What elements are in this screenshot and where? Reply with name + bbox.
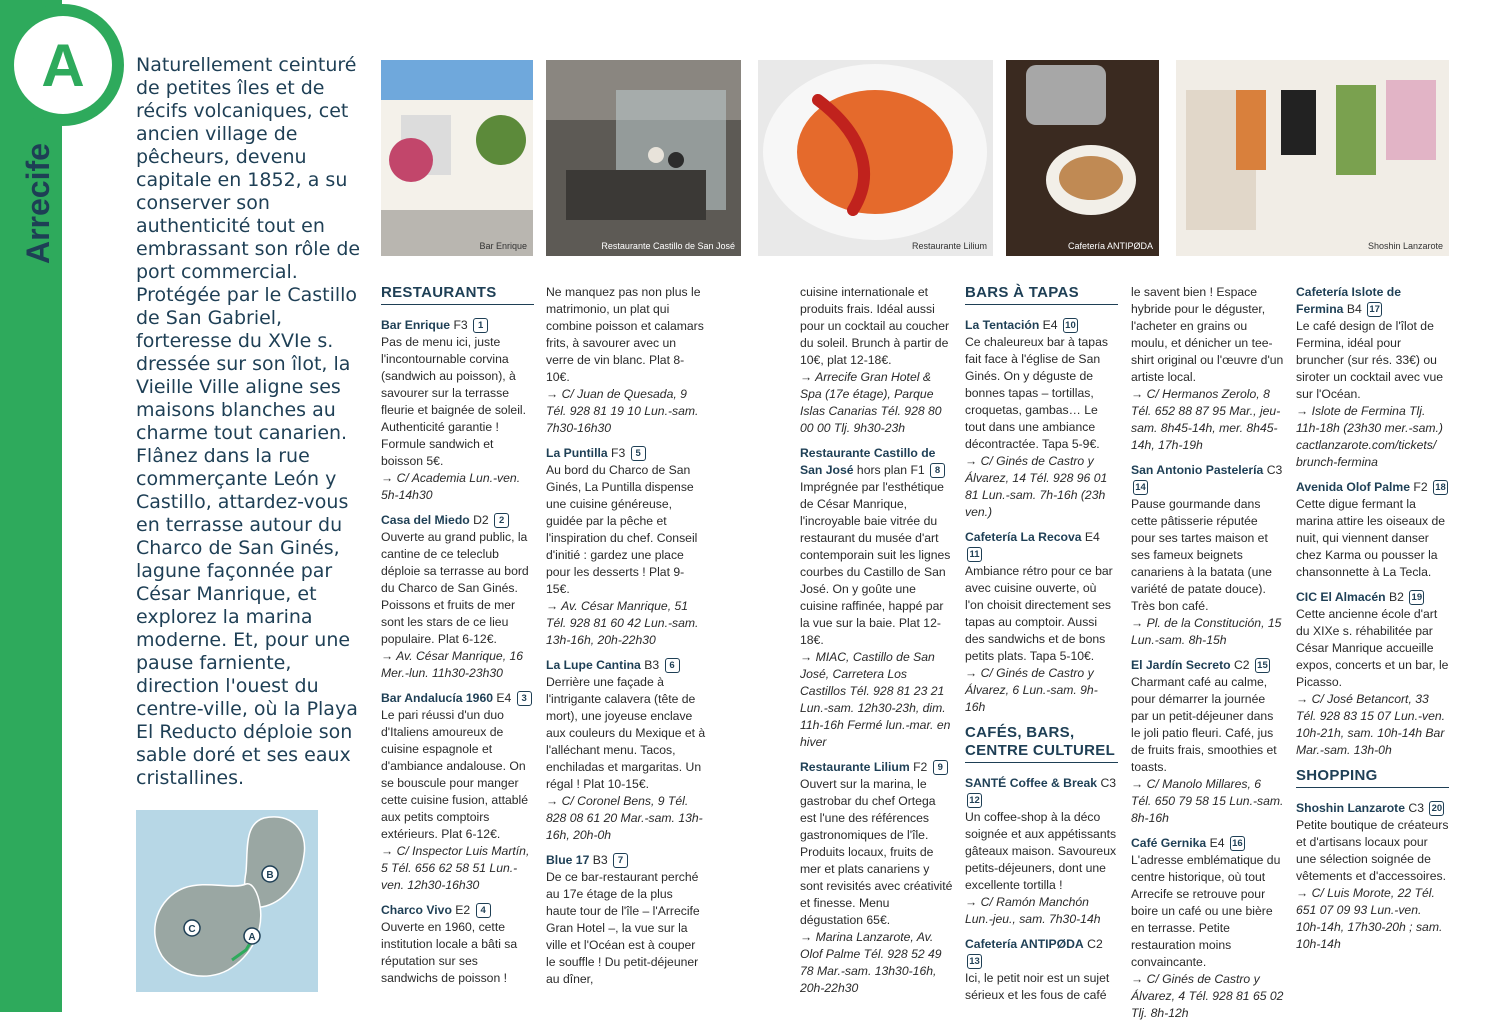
listing-grid-ref: hors plan F1 (856, 463, 925, 477)
chapter-badge (2, 4, 124, 126)
listing-description: Ouverte en 1960, cette institution locale a bâti sa réputation sur ses sandwichs de poisson ! (381, 920, 518, 985)
listing-entry (1296, 589, 1449, 759)
listing-entry (965, 317, 1118, 521)
listing-entry (965, 936, 1118, 1004)
listing-grid-ref: C3 (1100, 776, 1117, 790)
spacer (965, 716, 1118, 724)
listing-header (381, 512, 534, 529)
listing-name: La Tentación (965, 318, 1040, 332)
spacer (546, 649, 706, 657)
spacer (1296, 471, 1449, 479)
listing-name: Cafetería ANTIPØDA (965, 937, 1084, 951)
listing-entry (381, 512, 534, 682)
spacer (1296, 581, 1449, 589)
listing-entry (381, 317, 534, 504)
listing-number: 2 (494, 513, 509, 528)
listing-header (381, 317, 534, 334)
listing-grid-ref: B4 (1346, 302, 1362, 316)
listing-entry (546, 852, 706, 988)
spacer (800, 437, 955, 445)
listing-header (1296, 479, 1449, 496)
listing-number: 17 (1367, 302, 1382, 317)
listing-description: Imprégnée par l'esthétique de César Manrique, l'incroyable baie vitrée du restaurant du musée d'art contemporain suit les lignes courbes du Castillo de San José. On y goûte une cuisine raffinée, happé par la vue sur la baie. Plat 12-18€. (800, 480, 951, 647)
listing-name: CIC El Almacén (1296, 590, 1386, 604)
listing-description: Ici, le petit noir est un sujet sérieux et les fous de café (965, 971, 1110, 1002)
text-column (381, 284, 534, 995)
listing-entry (546, 445, 706, 649)
listing-grid-ref: E4 (1209, 836, 1225, 850)
listing-entry (1131, 284, 1284, 454)
listing-entry (800, 759, 955, 997)
map-label-a: A (248, 932, 256, 943)
listing-name: San Antonio Pastelería (1131, 463, 1264, 477)
photo-caption: Restaurante Castillo de San José (601, 241, 735, 251)
listing-description: Derrière une façade à l'intrigante calavera (tête de mort), une joyeuse enclave aux couleurs du Mexique et à l'alléchant menu. Tacos, enchiladas et margaritas. Un régal ! Plat 10-15€. (546, 675, 706, 791)
text-column (965, 284, 1118, 1012)
listing-entry (1296, 284, 1449, 471)
spacer (381, 682, 534, 690)
listing-grid-ref: C3 (1266, 463, 1283, 477)
photo-caption: Bar Enrique (479, 241, 527, 251)
listing-description: Ne manquez pas non plus le matrimonio, un plat qui combine poisson et calamars frits, à savourer avec un verre de vin blanc. Plat 8-10€. (546, 285, 704, 384)
listing-description: Pas de menu ici, juste l'incontournable corvina (sandwich au poisson), à savourer sur la terrasse fleurie et baignée de soleil. Authenticité garantie ! Formule sandwich et boisson 5€. (381, 335, 526, 468)
spacer (800, 751, 955, 759)
listing-header (965, 317, 1118, 334)
listing-number: 14 (1133, 480, 1148, 495)
listing-entry (800, 445, 955, 751)
listing-description: L'adresse emblématique du centre historique, où tout Arrecife se retrouve pour boire un café ou une bière en terrasse. Petite restauration moins convaincante. (1131, 853, 1281, 969)
listing-number: 13 (967, 954, 982, 969)
chapter-letter: A (14, 16, 112, 114)
listing-grid-ref: E2 (455, 903, 471, 917)
listing-header (800, 759, 955, 776)
listing-name: La Puntilla (546, 446, 608, 460)
listing-grid-ref: B2 (1389, 590, 1404, 604)
photo-caption: Restaurante Lilium (911, 241, 987, 251)
listing-header (1131, 835, 1284, 852)
listing-grid-ref: B3 (644, 658, 660, 672)
listing-practical-info: → C/ Luis Morote, 22 Tél. 651 07 09 93 Lun.-ven. 10h-14h, 17h30-20h ; sam. 10h-14h (1296, 886, 1443, 951)
listing-description: Cette ancienne école d'art du XIXe s. réhabilitée par César Manrique accueille expos, concerts et un bar, le Picasso. (1296, 607, 1449, 689)
listing-practical-info: → Arrecife Gran Hotel & Spa (17e étage), Parque Islas Canarias Tél. 928 80 00 00 Tlj. 9h30-23h (800, 370, 942, 435)
photo-restaurante-lilium (758, 60, 993, 256)
spacer (965, 521, 1118, 529)
photo-cafeteria-antipoda (1006, 60, 1159, 256)
listing-practical-info: → Av. César Manrique, 16 Mer.-lun. 11h30-23h30 (381, 649, 524, 680)
listing-description: Le pari réussi d'un duo d'Italiens amoureux de cuisine espagnole et d'ambiance andalouse. On se bouscule pour manger cette cuisine fusion, attablé aux petits comptoirs extérieurs. Plat 6-12€. (381, 708, 529, 841)
locator-map (136, 810, 318, 992)
listing-name: Cafetería La Recova (965, 530, 1082, 544)
photo-shoshin-lanzarote (1176, 60, 1449, 256)
listing-practical-info: → MIAC, Castillo de San José, Carretera Los Castillos Tél. 928 81 23 21 Lun.-sam. 12h30-23h, dim. 11h-16h Fermé lun.-mar. en hiver (800, 650, 951, 749)
listing-description: Un coffee-shop à la déco soignée et aux appétissants gâteaux maison. Savoureux petits-déjeuners, dont une excellente tortilla ! (965, 810, 1117, 892)
spacer (546, 844, 706, 852)
listing-header (1296, 800, 1449, 817)
listing-description: Cette digue fermant la marina attire les oiseaux de nuit, qui viennent danser chez Karma ou pousser la chansonnette à La Tecla. (1296, 497, 1446, 579)
text-column (546, 284, 706, 996)
listing-practical-info: → C/ Hermanos Zerolo, 8 Tél. 652 88 87 95 Mar., jeu-sam. 8h45-14h, mer. 8h45-14h, 17h-19h (1131, 387, 1281, 452)
listing-name: Casa del Miedo (381, 513, 470, 527)
listing-practical-info: → C/ Ginés de Castro y Álvarez, 6 Lun.-sam. 9h-16h (965, 666, 1098, 714)
listing-entry (1131, 835, 1284, 1022)
spacer (1131, 827, 1284, 835)
spacer (965, 928, 1118, 936)
listing-description: Pause gourmande dans cette pâtisserie réputée pour ses tartes maison et ses fameux beignets canariens à la batata (une variété de patate douce). Très bon café. (1131, 497, 1272, 613)
listing-grid-ref: F3 (453, 318, 468, 332)
listing-description: Ouvert sur la marina, le gastrobar du chef Ortega est l'une des références gastronomiques de l'île. Produits locaux, fruits de mer et plats canariens y sont revisités avec créativité et finesse. Menu dégustation 65€. (800, 777, 953, 927)
listing-practical-info: → Av. César Manrique, 51 Tél. 928 81 60 42 Lun.-sam. 13h-16h, 20h-22h30 (546, 599, 699, 647)
listing-name: Shoshin Lanzarote (1296, 801, 1406, 815)
listing-name: Bar Andalucía 1960 (381, 691, 493, 705)
listing-practical-info: → C/ José Betancort, 33 Tél. 928 83 15 07 Lun.-ven. 10h-21h, sam. 10h-14h Bar Mar.-sam. 13h-0h (1296, 692, 1446, 757)
listing-grid-ref: E4 (496, 691, 512, 705)
listing-grid-ref: F2 (913, 760, 928, 774)
spacer (1131, 649, 1284, 657)
listing-name: Charco Vivo (381, 903, 452, 917)
spacer (546, 988, 706, 996)
listing-header (546, 852, 706, 869)
listing-entry (1296, 800, 1449, 953)
listing-number: 20 (1429, 801, 1444, 816)
listing-number: 15 (1255, 658, 1270, 673)
listing-practical-info: → Islote de Fermina Tlj. 11h-18h (23h30 mer.-sam.) cactlanzarote.com/tickets/ brunch-fermina (1296, 404, 1443, 469)
listing-number: 3 (517, 691, 532, 706)
listing-entry (546, 657, 706, 844)
listing-header (381, 690, 534, 707)
listing-grid-ref: C2 (1087, 937, 1103, 951)
listing-number: 8 (930, 463, 945, 478)
intro-text: Naturellement ceinturé de petites îles et de récifs volcaniques, cet ancien village de pêcheurs, devenu capitale en 1852, a su conserver son authenticité tout en embrassant son rôle de port commercial. Protégée par le Castillo de San Gabriel, forteresse du XVIe s. dressée sur son îlot, la Vieille Ville aligne ses maisons blanches au charme tout canarien. Flânez dans la rue commerçante León y Castillo, attardez-vous en terrasse autour du Charco de San Ginés, lagune façonnée par César Manrique, et explorez la marina moderne. Et, pour une pause farniente, direction l'ouest du centre-ville, où la Playa El Reducto déploie son sable doré et ses eaux cristallines. (136, 54, 361, 789)
listing-practical-info: → C/ Ginés de Castro y Álvarez, 4 Tél. 928 81 65 02 Tlj. 8h-12h (1131, 972, 1284, 1020)
listing-name: Restaurante Castillo de San José (800, 446, 936, 477)
spacer (1131, 454, 1284, 462)
listing-description: Ce chaleureux bar à tapas fait face à l'église de San Ginés. On y déguste de bonnes tapas – tortillas, croquetas, gambas… Le tout dans une ambiance décontractée. Tapa 5-9€. (965, 335, 1108, 451)
listing-entry (800, 284, 955, 437)
spacer (800, 997, 955, 1005)
listing-practical-info: → Pl. de la Constitución, 15 Lun.-sam. 8h-15h (1131, 616, 1282, 647)
listing-header (381, 902, 534, 919)
map-label-c: C (188, 924, 196, 935)
listing-grid-ref: C3 (1408, 801, 1425, 815)
section-heading: SHOPPING (1296, 767, 1449, 788)
listing-number: 7 (613, 853, 628, 868)
listing-header (1131, 462, 1284, 496)
listing-practical-info: → C/ Inspector Luis Martín, 5 Tél. 656 62 58 51 Lun.-ven. 12h30-16h30 (381, 844, 530, 892)
section-heading: CAFÉS, BARS, CENTRE CULTUREL (965, 724, 1118, 763)
spacer (381, 987, 534, 995)
listing-header (546, 445, 706, 462)
listing-name: SANTÉ Coffee & Break (965, 776, 1098, 790)
listing-header (546, 657, 706, 674)
listing-number: 10 (1063, 318, 1078, 333)
listing-header (965, 775, 1118, 809)
listing-grid-ref: C2 (1233, 658, 1250, 672)
listing-number: 16 (1230, 836, 1245, 851)
listing-practical-info: → Marina Lanzarote, Av. Olof Palme Tél. 928 52 49 78 Mar.-sam. 13h30-16h, 20h-22h30 (800, 930, 942, 995)
listing-practical-info: → C/ Manolo Millares, 6 Tél. 650 79 58 15 Lun.-sam. 8h-16h (1131, 777, 1284, 825)
listing-description: Ouverte au grand public, la cantine de ce teleclub déploie sa terrasse au bord du Charco de San Ginés. Poissons et fruits de mer sont les stars de ce lieu populaire. Plat 6-12€. (381, 530, 529, 646)
listing-entry (1131, 657, 1284, 827)
listing-header (800, 445, 955, 479)
listing-header (1296, 589, 1449, 606)
listing-description: Au bord du Charco de San Ginés, La Puntilla dispense une cuisine généreuse, guidée par la pêche et l'inspiration du chef. Conseil d'initié : gardez une place pour les desserts ! Plat 9-15€. (546, 463, 698, 596)
listing-grid-ref: B3 (592, 853, 608, 867)
listing-practical-info: → C/ Coronel Bens, 9 Tél. 828 08 61 20 Mar.-sam. 13h-16h, 20h-0h (546, 794, 703, 842)
listing-number: 11 (967, 547, 982, 562)
listing-description: Charmant café au calme, pour démarrer la journée par un petit-déjeuner dans le joli patio fleuri. Café, jus de fruits frais, smoothies et toasts. (1131, 675, 1277, 774)
listing-description: cuisine internationale et produits frais. Idéal aussi pour un cocktail au coucher du soleil. Brunch à partir de 10€, plat 12-18€. (800, 285, 950, 367)
photo-bar-enrique (381, 60, 533, 256)
photo-caption: Shoshin Lanzarote (1367, 241, 1443, 251)
listing-number: 19 (1409, 590, 1424, 605)
listing-number: 6 (665, 658, 680, 673)
spacer (546, 437, 706, 445)
spacer (965, 1004, 1118, 1012)
spacer (1296, 953, 1449, 961)
listing-entry (1296, 479, 1449, 581)
photo-caption: Cafetería ANTIPØDA (1067, 241, 1153, 251)
listing-description: Petite boutique de créateurs et d'artisans locaux pour une sélection soignée de vêtements et d'accessoires. (1296, 818, 1449, 883)
listing-number: 4 (476, 903, 491, 918)
listing-header (1296, 284, 1449, 318)
listing-number: 5 (631, 446, 646, 461)
listing-grid-ref: F3 (611, 446, 626, 460)
spacer (381, 894, 534, 902)
listing-name: Avenida Olof Palme (1296, 480, 1411, 494)
photo-castillo-san-jose (546, 60, 741, 256)
listing-header (965, 936, 1118, 970)
map-label-b: B (266, 870, 274, 881)
island-map-graphic (136, 810, 318, 992)
listing-entry (965, 529, 1118, 716)
listing-practical-info: → C/ Ginés de Castro y Álvarez, 14 Tél. 928 96 01 81 Lun.-sam. 7h-16h (23h ven.) (965, 454, 1108, 519)
listing-description: Le café design de l'îlot de Fermina, idéal pour bruncher (sur rés. 33€) ou siroter un cocktail avec vue sur l'Océan. (1296, 319, 1443, 401)
listing-number: 1 (473, 318, 488, 333)
text-column (800, 284, 955, 1005)
listing-name: La Lupe Cantina (546, 658, 641, 672)
listing-name: Bar Enrique (381, 318, 451, 332)
listing-number: 9 (933, 760, 948, 775)
listing-number: 18 (1433, 480, 1448, 495)
text-column (1131, 284, 1284, 1030)
listing-grid-ref: E4 (1084, 530, 1100, 544)
listing-entry (381, 690, 534, 894)
listing-description: Ambiance rétro pour ce bar avec cuisine ouverte, où l'on choisit directement ses tapas au comptoir. Aussi des sandwichs et de bons petits plats. Tapa 5-10€. (965, 564, 1113, 663)
section-heading: RESTAURANTS (381, 284, 534, 305)
listing-description: De ce bar-restaurant perché au 17e étage de la plus haute tour de l'île – l'Arrecife Gran Hotel –, la vue sur la ville et l'Océan est à couper le souffle ! Du petit-déjeuner au dîner, (546, 870, 700, 986)
listing-grid-ref: E4 (1042, 318, 1058, 332)
listing-grid-ref: F2 (1413, 480, 1428, 494)
listing-entry (381, 902, 534, 987)
listing-name: Restaurante Lilium (800, 760, 910, 774)
listing-grid-ref: D2 (473, 513, 489, 527)
section-heading: BARS À TAPAS (965, 284, 1118, 305)
listing-practical-info: → C/ Ramón Manchón Lun.-jeu., sam. 7h30-14h (965, 895, 1101, 926)
listing-number: 12 (967, 793, 982, 808)
listing-name: El Jardín Secreto (1131, 658, 1231, 672)
listing-name: Blue 17 (546, 853, 590, 867)
listing-name: Cafetería Isl​ote de Fermina (1296, 285, 1401, 316)
listing-practical-info: → C/ Academia Lun.-ven. 5h-14h30 (381, 471, 521, 502)
listing-entry (965, 775, 1118, 928)
spacer (1131, 1022, 1284, 1030)
listing-entry (546, 284, 706, 437)
listing-header (1131, 657, 1284, 674)
spacer (1296, 759, 1449, 767)
listing-description: le savent bien ! Espace hybride pour le déguster, l'acheter en grains ou moulu, et dénicher un tee-shirt original ou l'œuvre d'un artiste local. (1131, 285, 1284, 384)
text-column (1296, 284, 1449, 961)
listing-entry (1131, 462, 1284, 649)
chapter-title: Arrecife (20, 143, 56, 264)
listing-name: Café Gernika (1131, 836, 1207, 850)
spacer (381, 504, 534, 512)
listing-practical-info: → C/ Juan de Quesada, 9 Tél. 928 81 19 10 Lun.-sam. 7h30-16h30 (546, 387, 699, 435)
listing-header (965, 529, 1118, 563)
